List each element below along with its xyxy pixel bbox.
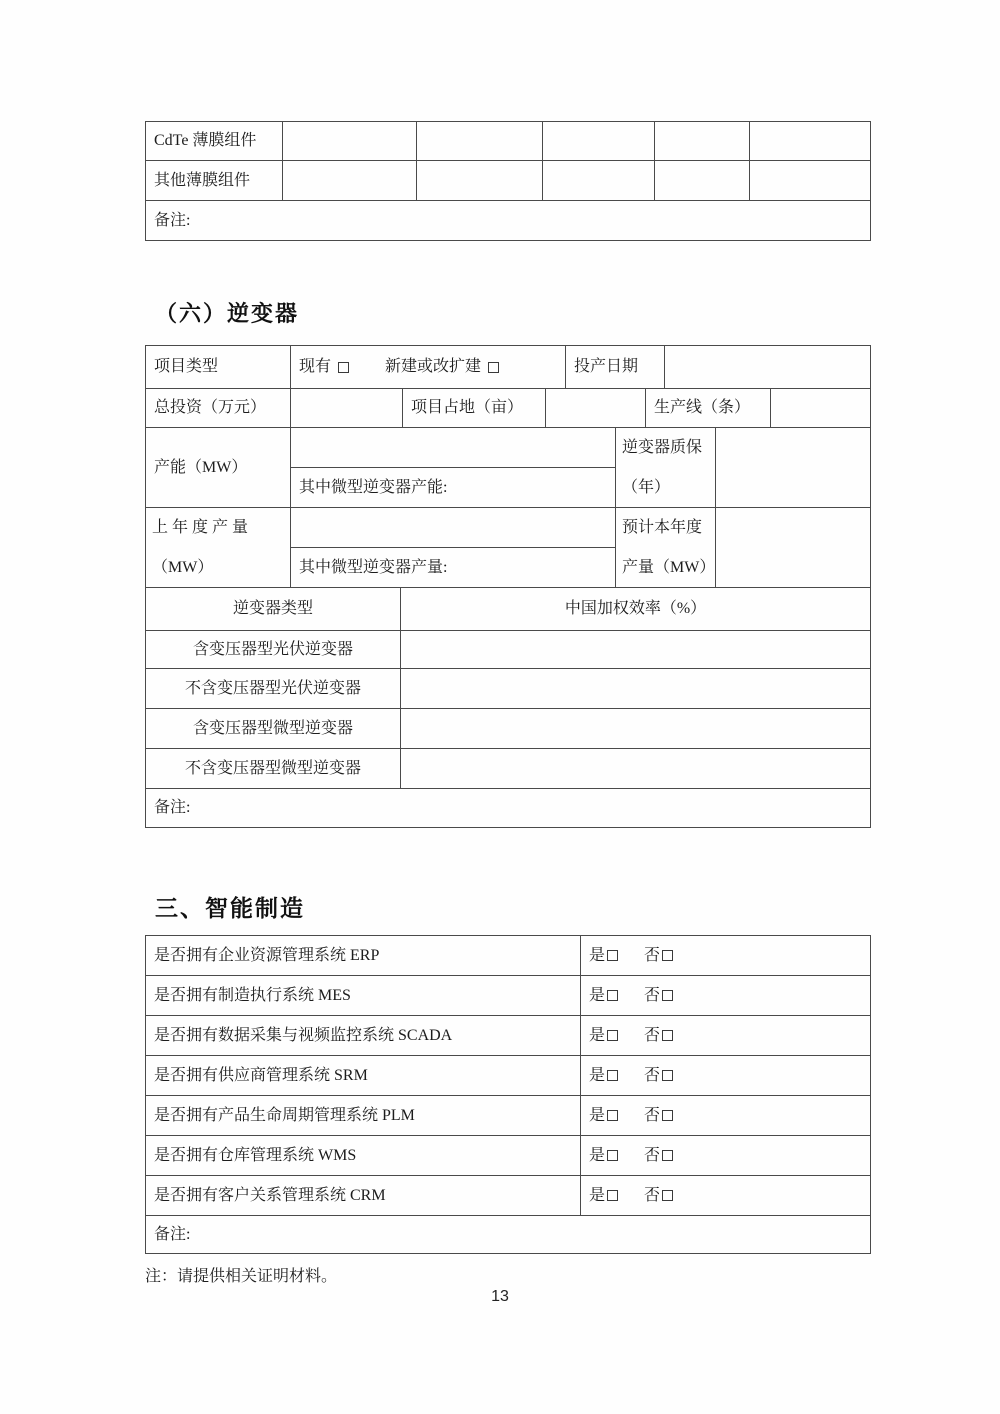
- smart-question: 是否拥有仓库管理系统 WMS: [146, 1136, 581, 1176]
- efficiency-input[interactable]: [401, 631, 871, 669]
- production-date-label: 投产日期: [566, 346, 665, 389]
- land-input[interactable]: [546, 389, 646, 428]
- yes-checkbox[interactable]: [607, 1110, 618, 1121]
- lines-label: 生产线（条）: [646, 389, 771, 428]
- production-date-input[interactable]: [665, 346, 871, 389]
- total-invest-input[interactable]: [291, 389, 403, 428]
- no-label: 否: [644, 1186, 661, 1204]
- film-input-cell[interactable]: [655, 122, 750, 161]
- smart-answer: [581, 1016, 871, 1056]
- no-label: 否: [644, 1066, 661, 1084]
- lines-input[interactable]: [771, 389, 871, 428]
- efficiency-input[interactable]: [401, 749, 871, 789]
- inverter-type-label: 含变压器型微型逆变器: [146, 709, 401, 749]
- warranty-input[interactable]: [716, 428, 871, 508]
- warranty-label-line1: 逆变器质保: [622, 438, 703, 456]
- no-checkbox[interactable]: [662, 1190, 673, 1201]
- option-new-label: 新建或改扩建: [385, 358, 482, 376]
- project-type-label: 项目类型: [146, 346, 291, 389]
- yes-checkbox[interactable]: [607, 1190, 618, 1201]
- micro-capacity-label[interactable]: 其中微型逆变器产能:: [291, 468, 616, 508]
- output-input[interactable]: [291, 508, 616, 548]
- smart-answer: [581, 1176, 871, 1216]
- footnote: 注：请提供相关证明材料。: [145, 1268, 338, 1285]
- inverter-type-header: 逆变器类型: [146, 588, 401, 631]
- smart-question: 是否拥有数据采集与视频监控系统 SCADA: [146, 1016, 581, 1056]
- inverter-type-label: 不含变压器型光伏逆变器: [146, 669, 401, 709]
- smart-answer: [581, 976, 871, 1016]
- no-checkbox[interactable]: [662, 1070, 673, 1081]
- smart-answer: [581, 1136, 871, 1176]
- inverter-type-label: 不含变压器型微型逆变器: [146, 749, 401, 789]
- film-input-cell[interactable]: [750, 122, 871, 161]
- capacity-input[interactable]: [291, 428, 616, 468]
- page-number: 13: [491, 1288, 509, 1305]
- forecast-input[interactable]: [716, 508, 871, 588]
- efficiency-header: 中国加权效率（%）: [401, 588, 871, 631]
- yes-label: 是: [589, 1186, 606, 1204]
- yes-label: 是: [589, 1146, 606, 1164]
- thin-film-table: [145, 121, 871, 241]
- last-year-output-label: [146, 508, 291, 588]
- forecast-output-label: [616, 508, 716, 588]
- film-input-cell[interactable]: [283, 122, 417, 161]
- no-checkbox[interactable]: [662, 950, 673, 961]
- yes-checkbox[interactable]: [607, 1070, 618, 1081]
- film-row-label: CdTe 薄膜组件: [146, 122, 283, 161]
- smart-note-cell[interactable]: 备注:: [146, 1216, 871, 1254]
- no-checkbox[interactable]: [662, 1110, 673, 1121]
- no-checkbox[interactable]: [662, 1030, 673, 1041]
- smart-answer: [581, 1056, 871, 1096]
- inverter-note-cell[interactable]: 备注:: [146, 789, 871, 828]
- film-row-label: 其他薄膜组件: [146, 161, 283, 201]
- yes-checkbox[interactable]: [607, 950, 618, 961]
- no-checkbox[interactable]: [662, 990, 673, 1001]
- yes-label: 是: [589, 1026, 606, 1044]
- land-label: 项目占地（亩）: [403, 389, 546, 428]
- smart-answer: [581, 1096, 871, 1136]
- last-year-output-line2: （MW）: [152, 558, 214, 576]
- film-input-cell[interactable]: [750, 161, 871, 201]
- film-input-cell[interactable]: [543, 161, 655, 201]
- smart-question: 是否拥有客户关系管理系统 CRM: [146, 1176, 581, 1216]
- project-type-options: [291, 346, 566, 389]
- yes-label: 是: [589, 946, 606, 964]
- smart-manufacturing-table: [145, 935, 871, 1254]
- smart-question: 是否拥有企业资源管理系统 ERP: [146, 936, 581, 976]
- film-input-cell[interactable]: [283, 161, 417, 201]
- yes-checkbox[interactable]: [607, 990, 618, 1001]
- no-label: 否: [644, 946, 661, 964]
- film-input-cell[interactable]: [417, 161, 543, 201]
- yes-label: 是: [589, 1106, 606, 1124]
- forecast-label-line2: 产量（MW）: [622, 558, 716, 576]
- inverter-table: [145, 345, 871, 828]
- new-expand-checkbox[interactable]: [488, 362, 499, 373]
- smart-answer: [581, 936, 871, 976]
- section-heading-inverter: （六）逆变器: [155, 301, 300, 326]
- smart-question: 是否拥有制造执行系统 MES: [146, 976, 581, 1016]
- yes-label: 是: [589, 1066, 606, 1084]
- efficiency-input[interactable]: [401, 709, 871, 749]
- smart-question: 是否拥有供应商管理系统 SRM: [146, 1056, 581, 1096]
- film-input-cell[interactable]: [543, 122, 655, 161]
- existing-checkbox[interactable]: [338, 362, 349, 373]
- film-input-cell[interactable]: [417, 122, 543, 161]
- yes-checkbox[interactable]: [607, 1150, 618, 1161]
- inverter-type-label: 含变压器型光伏逆变器: [146, 631, 401, 669]
- forecast-label-line1: 预计本年度: [622, 518, 703, 536]
- section-heading-smart: 三、智能制造: [155, 895, 305, 921]
- no-label: 否: [644, 986, 661, 1004]
- micro-output-label[interactable]: 其中微型逆变器产量:: [291, 548, 616, 588]
- total-invest-label: 总投资（万元）: [146, 389, 291, 428]
- option-existing-label: 现有: [299, 358, 332, 376]
- film-input-cell[interactable]: [655, 161, 750, 201]
- yes-checkbox[interactable]: [607, 1030, 618, 1041]
- film-note-cell[interactable]: 备注:: [146, 201, 871, 241]
- yes-label: 是: [589, 986, 606, 1004]
- capacity-label: 产能（MW）: [146, 428, 291, 508]
- warranty-label: [616, 428, 716, 508]
- no-checkbox[interactable]: [662, 1150, 673, 1161]
- no-label: 否: [644, 1026, 661, 1044]
- warranty-label-line2: （年）: [622, 478, 671, 496]
- smart-question: 是否拥有产品生命周期管理系统 PLM: [146, 1096, 581, 1136]
- no-label: 否: [644, 1146, 661, 1164]
- efficiency-input[interactable]: [401, 669, 871, 709]
- no-label: 否: [644, 1106, 661, 1124]
- last-year-output-line1: 上 年 度 产 量: [152, 518, 249, 536]
